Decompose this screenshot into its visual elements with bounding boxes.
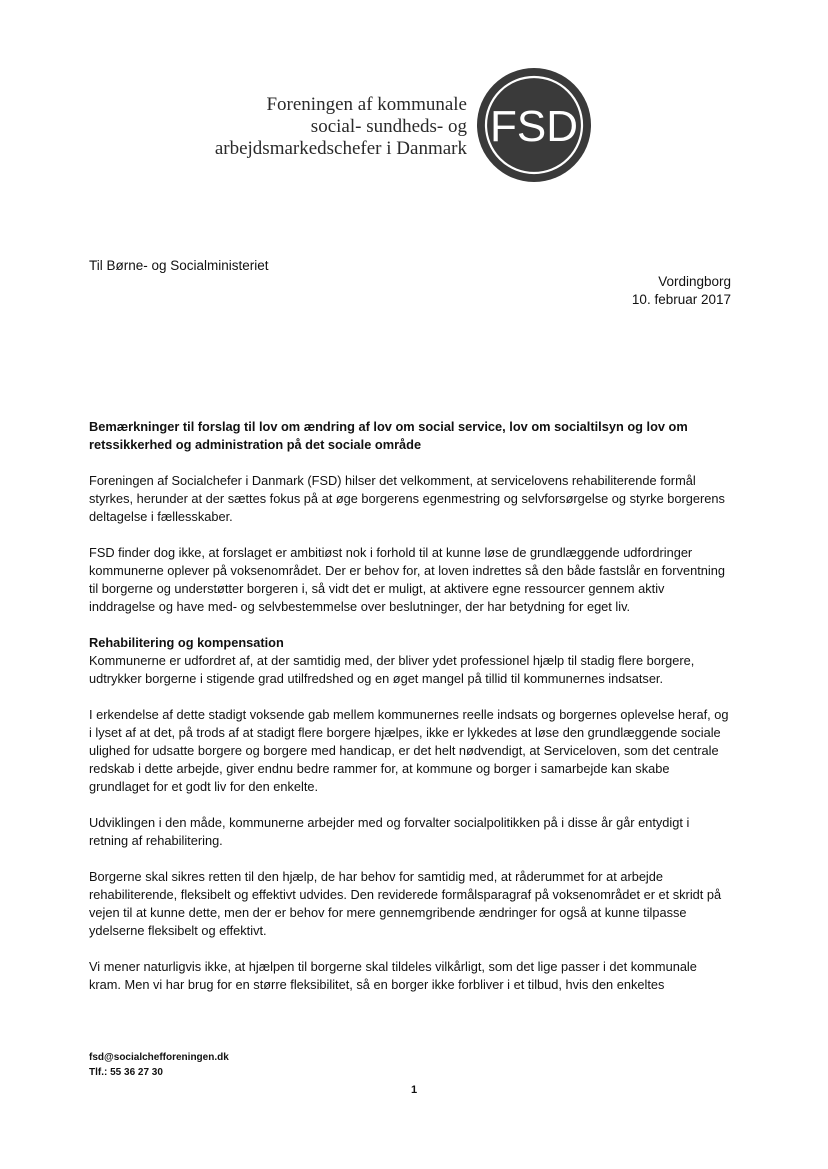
logo-text: FSD [490, 102, 578, 151]
paragraph-2: FSD finder dog ikke, at forslaget er ambitiøst nok i forhold til at kunne løse de grundlæggende udfordringer kommunerne oplever på voksenområdet. Der er behov for, at loven indrettes så den både fastslår en forventning til borgerne og understøtter borgeren i, så vidt det er muligt, at aktivere egne ressourcer gennem aktiv inddragelse og have med- og selvbestemmelse over beslutninger, der har betydning for eget liv. [89, 545, 725, 614]
paragraph-5: Udviklingen i den måde, kommunerne arbejder med og forvalter socialpolitikken på i disse år går entydigt i retning af rehabilitering. [89, 815, 690, 848]
fsd-logo [476, 67, 592, 183]
org-name-line-2: social- sundheds- og [310, 116, 467, 137]
letter-date: 10. februar 2017 [631, 292, 731, 307]
org-name-line-3: arbejdsmarkedschefer i Danmark [214, 138, 467, 159]
footer-contact [89, 1050, 229, 1080]
paragraph-4: I erkendelse af dette stadigt voksende gab mellem kommunernes reelle indsats og borgernes oplevelse heraf, og i lyset af at det, på trods af at stadigt flere borgere hjælpes, ikke er lykkedes at løse den grundlæggende sociale ulighed for udsatte borgere og borgere med handicap, er det helt nødvendigt, at Serviceloven, som det centrale redskab i dette arbejde, giver endnu bedre rammer for, at kommune og borger i samarbejde kan skabe grundlaget for et godt liv for den enkelte. [89, 707, 729, 794]
org-name-line-1: Foreningen af kommunale [266, 94, 467, 115]
paragraph-1: Foreningen af Socialchefer i Danmark (FSD) hilser det velkomment, at servicelovens rehabiliterende formål styrkes, herunder at der sættes fokus på at øge borgerens egenmestring og selvforsørgelse og styrke borgerens deltagelse i fællesskaber. [89, 473, 725, 524]
recipient-line: Til Børne- og Socialministeriet [89, 258, 269, 273]
place-date-block [431, 273, 731, 309]
footer-phone: Tlf.: 55 36 27 30 [89, 1067, 163, 1078]
place: Vordingborg [658, 274, 731, 289]
paragraph-3: Kommunerne er udfordret af, at der samtidig med, der bliver ydet professionel hjælp til stadig flere borgere, udtrykker borgerne i stigende grad utilfredshed og en øget mangel på tillid til kommunernes indsatser. [89, 653, 695, 686]
paragraph-7: Vi mener naturligvis ikke, at hjælpen til borgerne skal tildeles vilkårligt, som det lige passer i det kommunale kram. Men vi har brug for en større fleksibilitet, så en borger ikke forbliver i et tilbud, hvis den enkeltes [89, 959, 697, 992]
paragraph-6: Borgerne skal sikres retten til den hjælp, de har behov for samtidig med, at råderummet for at arbejde rehabiliterende, fleksibelt og effektivt udvides. Den reviderede formålsparagraf på voksenområdet er et skridt på vejen til at kunne dette, men der er behov for mere gennemgribende ændringer for også at kunne tilpasse ydelserne fleksibelt og effektivt. [89, 869, 722, 938]
letter-body [89, 418, 731, 1012]
page-number: 1 [410, 1084, 418, 1096]
organization-name [107, 94, 467, 160]
footer-email: fsd@socialchefforeningen.dk [89, 1052, 229, 1063]
section-heading: Rehabilitering og kompensation [89, 635, 284, 650]
subject-heading: Bemærkninger til forslag til lov om ændring af lov om social service, lov om socialtilsyn og lov om retssikkerhed og administration på det sociale område [89, 419, 688, 452]
